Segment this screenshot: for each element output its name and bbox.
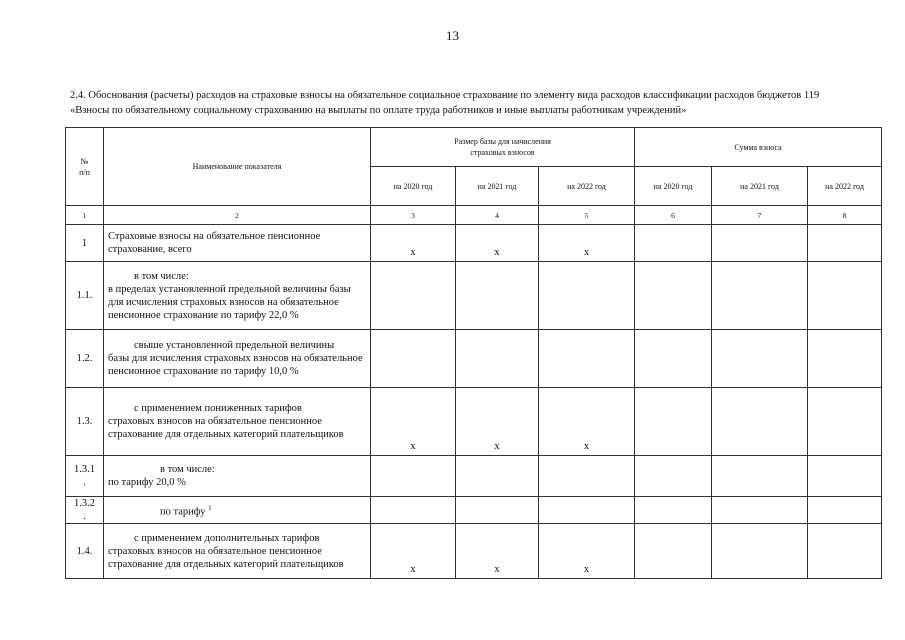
value-cell [712, 330, 808, 388]
value-cell: x [539, 524, 635, 579]
value-cell [456, 497, 539, 524]
indicator-text: страховых взносов на обязательное пенсионное страхование для отдельных категорий плательщиков [108, 416, 344, 440]
value-cell [635, 225, 712, 262]
table-row [66, 388, 882, 456]
value-cell [808, 524, 882, 579]
value-cell: x [456, 225, 539, 262]
value-cell [371, 497, 456, 524]
year-header: на 2020 год [371, 167, 456, 206]
indicator-text: Страховые взносы на обязательное пенсионное страхование, всего [108, 231, 321, 255]
indicator-lead: свыше установленной предельной величины [134, 340, 335, 351]
indicator-name [104, 330, 371, 388]
value-cell [635, 388, 712, 456]
value-cell: x [539, 388, 635, 456]
value-cell [635, 262, 712, 330]
row-number: 1.1. [66, 262, 104, 330]
value-cell [635, 497, 712, 524]
page-number: 13 [446, 28, 459, 43]
column-index: 1 [66, 206, 104, 225]
value-cell: x [371, 388, 456, 456]
indicator-name [104, 497, 371, 524]
table-row [66, 262, 882, 330]
indicator-name [104, 262, 371, 330]
table-row [66, 330, 882, 388]
indicator-name [104, 225, 371, 262]
value-cell [712, 497, 808, 524]
value-cell [712, 225, 808, 262]
value-cell [712, 456, 808, 497]
indicator-text: по тарифу 20,0 % [108, 477, 186, 488]
indicator-lead: в том числе: [160, 464, 215, 475]
value-cell [712, 262, 808, 330]
table-row [66, 497, 882, 524]
indicator-lead: в том числе: [134, 270, 189, 282]
contributions-table [65, 127, 882, 579]
value-cell [456, 456, 539, 497]
value-cell: x [456, 388, 539, 456]
value-cell [539, 497, 635, 524]
indicator-name [104, 388, 371, 456]
row-number: 1 [66, 225, 104, 262]
year-header: на 2021 год [456, 167, 539, 206]
value-cell [712, 388, 808, 456]
column-index: 8 [808, 206, 882, 225]
value-cell: x [371, 524, 456, 579]
col-header-no: № п/п [66, 128, 104, 206]
value-cell [635, 330, 712, 388]
column-index: 3 [371, 206, 456, 225]
column-index-row [66, 206, 882, 225]
section-heading: 2.4. Обоснования (расчеты) расходов на страховые взносы на обязательное социальное страхование по элементу вида расходов классификации расходов бюджетов 119 «Взносы по обязательному социальному страхованию на выплаты по оплате труда работников и иные выплаты работникам учреждений» [70, 90, 820, 116]
value-cell [371, 330, 456, 388]
year-header: на 2022 год [808, 167, 882, 206]
indicator-lead-wrap [108, 502, 366, 519]
year-header: на 2021 год [712, 167, 808, 206]
value-cell [808, 225, 882, 262]
column-index: 7 [712, 206, 808, 225]
value-cell [456, 262, 539, 330]
footnote-mark: 1 [208, 503, 212, 512]
value-cell [808, 456, 882, 497]
value-cell [456, 330, 539, 388]
column-index: 5 [539, 206, 635, 225]
indicator-text: базы для исчисления страховых взносов на обязательное пенсионное страхование по тарифу 10,0 % [108, 353, 363, 377]
value-cell [635, 524, 712, 579]
row-number: 1.4. [66, 524, 104, 579]
value-cell [371, 262, 456, 330]
col-header-name: Наименование показателя [104, 128, 371, 206]
indicator-name [104, 456, 371, 497]
indicator-name [104, 524, 371, 579]
row-number: 1.3.1 . [66, 456, 104, 497]
table-row [66, 524, 882, 579]
column-index: 2 [104, 206, 371, 225]
group-header-sum: Сумма взноса [635, 128, 882, 167]
value-cell [808, 388, 882, 456]
column-index: 6 [635, 206, 712, 225]
year-header: на 2022 год [539, 167, 635, 206]
value-cell [808, 262, 882, 330]
value-cell: x [456, 524, 539, 579]
value-cell: x [539, 225, 635, 262]
indicator-lead: по тарифу [160, 506, 206, 518]
value-cell [808, 497, 882, 524]
table-row [66, 456, 882, 497]
value-cell [371, 456, 456, 497]
table-row [66, 225, 882, 262]
value-cell [539, 262, 635, 330]
indicator-text: страховых взносов на обязательное пенсионное страхование для отдельных категорий плательщиков [108, 545, 344, 570]
value-cell [539, 330, 635, 388]
row-number: 1.3.2 . [66, 497, 104, 524]
year-header: на 2020 год [635, 167, 712, 206]
value-cell [539, 456, 635, 497]
value-cell [635, 456, 712, 497]
row-number: 1.3. [66, 388, 104, 456]
group-header-base: Размер базы для начисления страховых взносов [371, 128, 635, 167]
value-cell [712, 524, 808, 579]
value-cell [808, 330, 882, 388]
value-cell: x [371, 225, 456, 262]
row-number: 1.2. [66, 330, 104, 388]
indicator-text: в пределах установленной предельной величины базы для исчисления страховых взносов на обязательное пенсионное страхование по тарифу 22,0 % [108, 283, 351, 321]
indicator-lead: с применением пониженных тарифов [134, 403, 302, 414]
column-index: 4 [456, 206, 539, 225]
indicator-lead: с применением дополнительных тарифов [134, 532, 320, 544]
